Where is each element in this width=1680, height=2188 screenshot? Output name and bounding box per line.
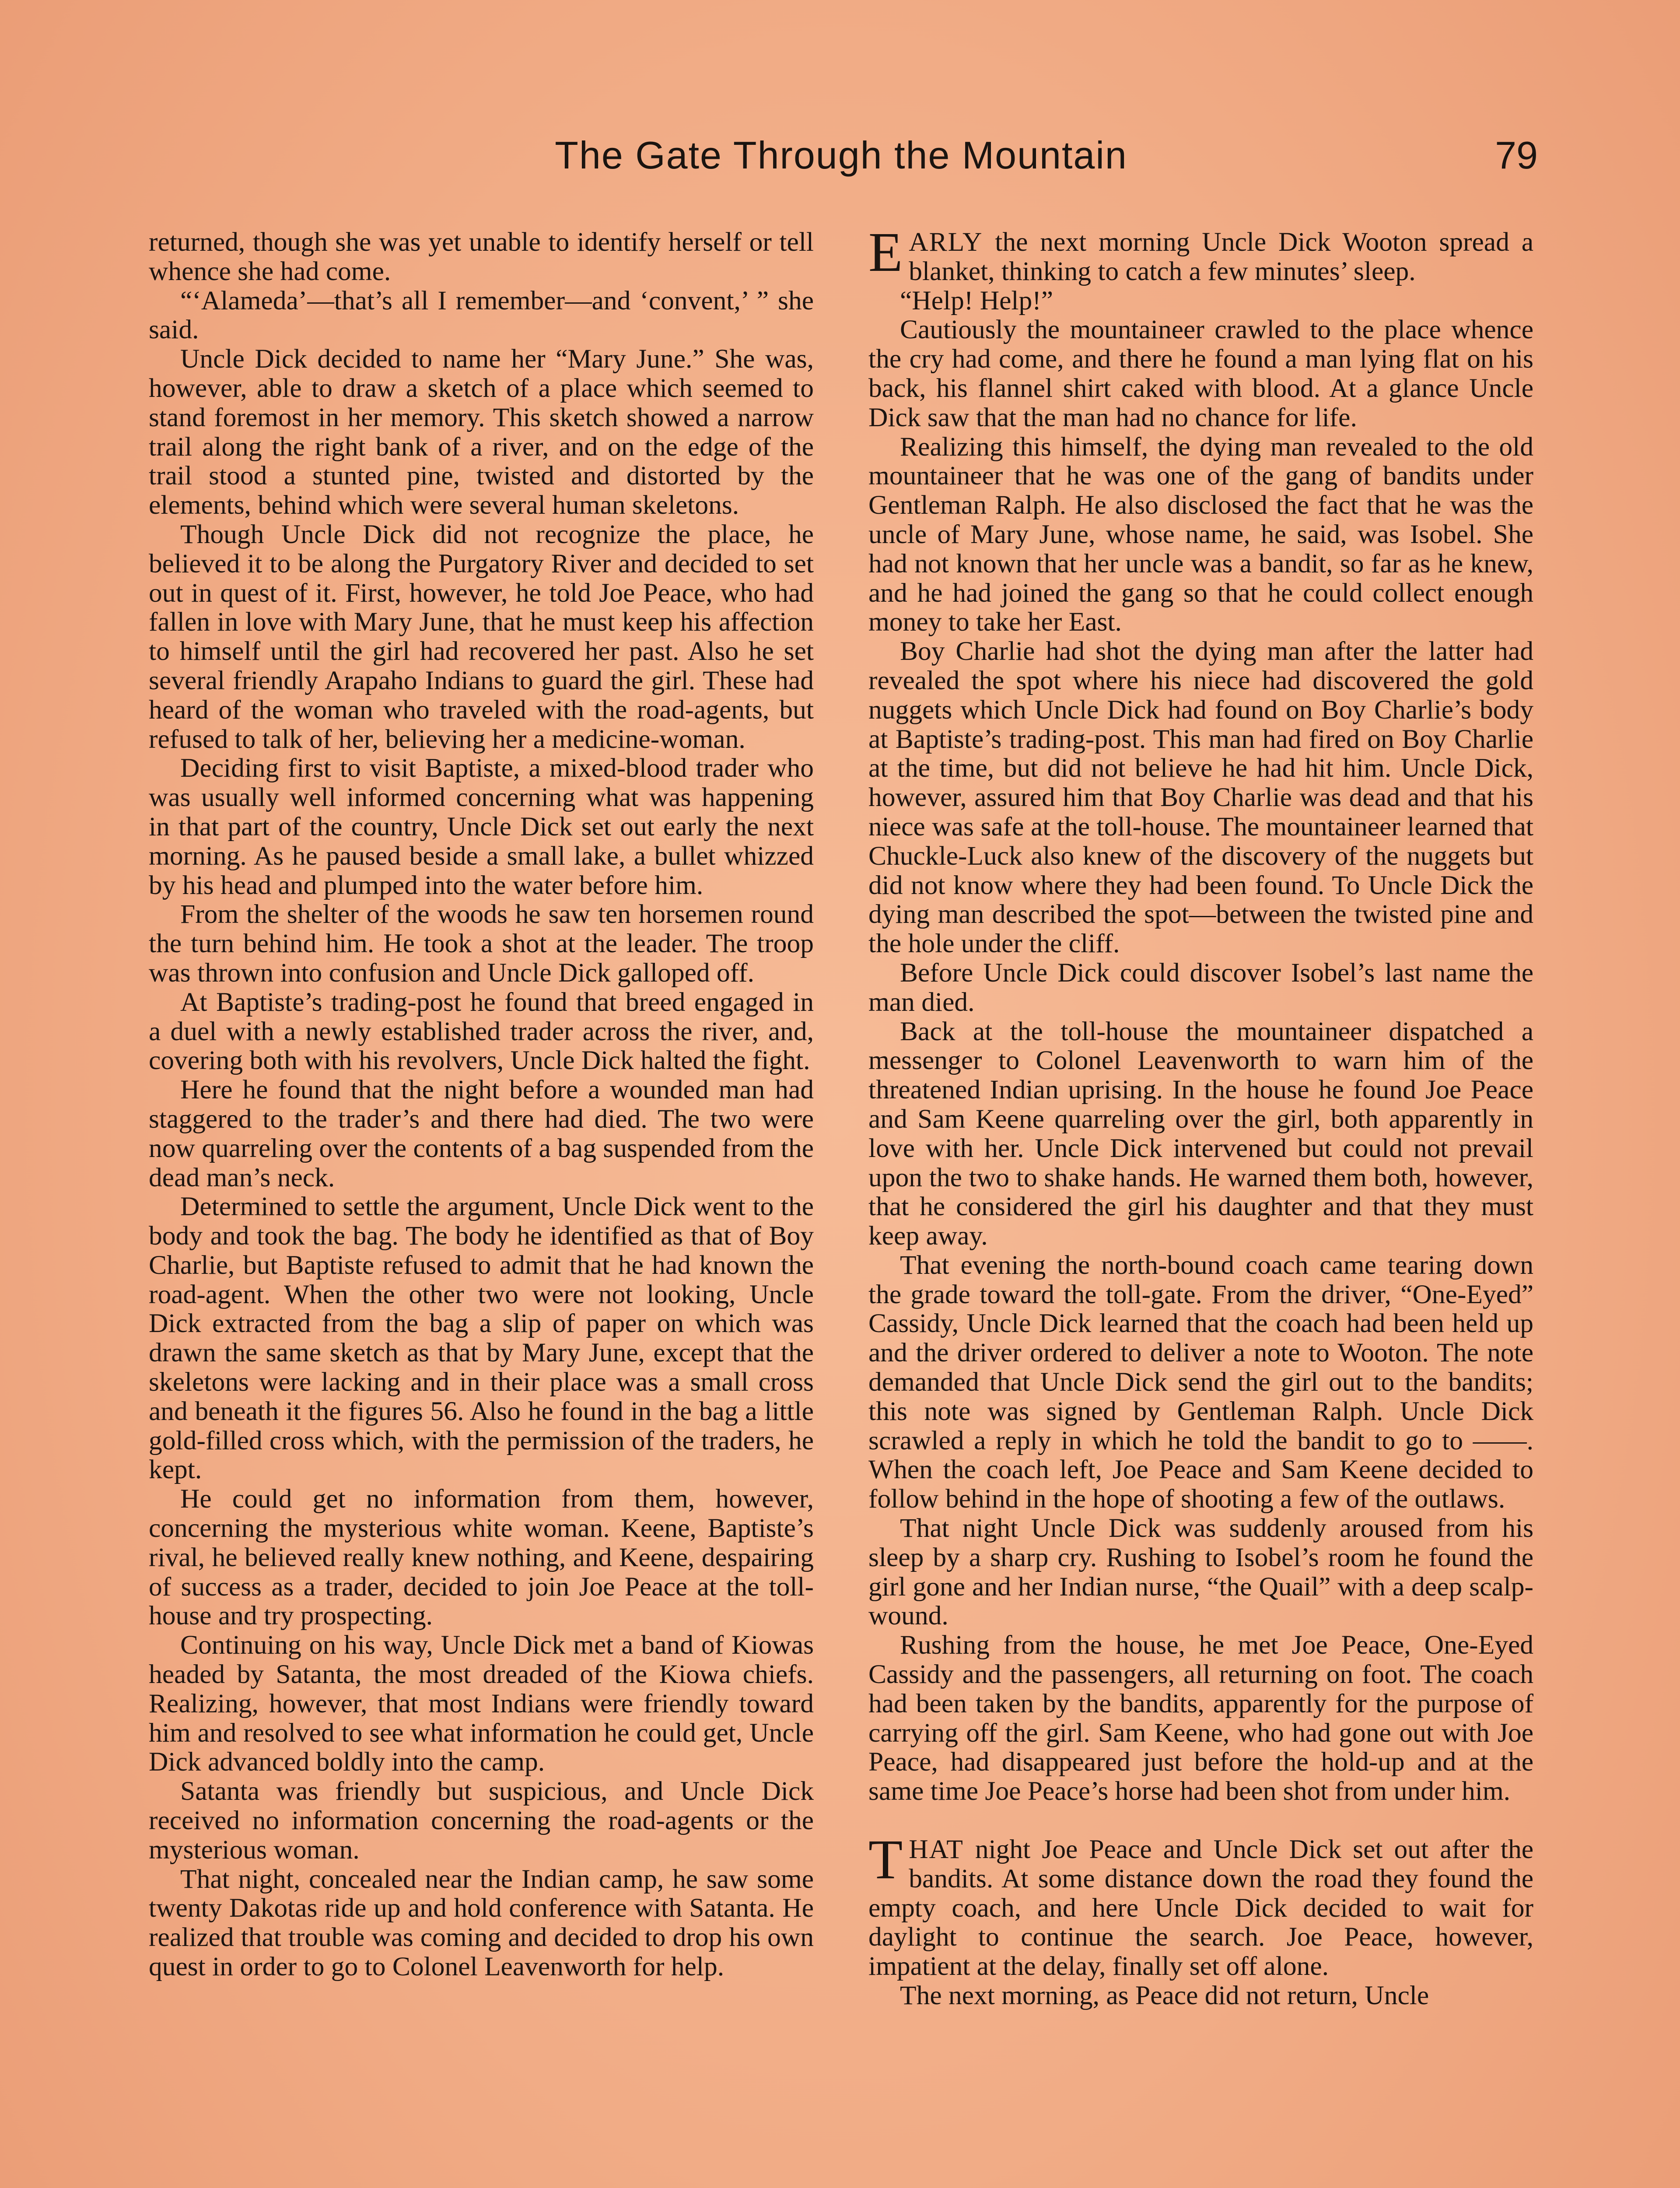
paragraph: Back at the toll-house the mountaineer dispatched a messenger to Colonel Leavenworth to warn him of the threatened Indian uprising. In the house he found Joe Peace and Sam Keene quarreling over the girl, both apparently in love with her. Uncle Dick intervened but could not prevail upon the two to shake hands. He warned them both, however, that he considered the girl his daughter and that they must keep away. [868,1016,1533,1251]
section-opening-paragraph [868,1828,1533,1981]
paragraph: Boy Charlie had shot the dying man after the latter had revealed the spot where his niece had discovered the gold nuggets which Uncle Dick had found on Boy Charlie’s body at Baptiste’s trading-post. This man had fired on Boy Charlie at the time, but did not believe he had hit him. Uncle Dick, however, assured him that Boy Charlie was dead and that his niece was safe at the toll-house. The mountaineer learned that Chuckle-Luck also knew of the discovery of the nuggets but did not know where they had been found. To Uncle Dick the dying man described the spot—between the twisted pine and the hole under the cliff. [868,636,1533,959]
paragraph: Realizing this himself, the dying man revealed to the old mountaineer that he was one of the gang of bandits under Gentleman Ralph. He also disclosed the fact that he was the uncle of Mary June, whose name, he said, was Isobel. She had not known that her uncle was a bandit, so far as he knew, and he had joined the gang so that he could collect enough money to take her East. [868,431,1533,637]
paragraph: He could get no information from them, however, concerning the mysterious white woman. Keene, Baptiste’s rival, he believed really knew nothing, and Keene, despairing of success as a trader, decided to join Joe Peace at the toll-house and try prospecting. [149,1484,814,1631]
paragraph: returned, though she was yet unable to identify herself or tell whence she had come. [149,227,814,286]
paragraph: That night, concealed near the Indian camp, he saw some twenty Dakotas ride up and hold conference with Satanta. He realized that trouble was coming and decided to drop his own quest in order to go to Colonel Leavenworth for help. [149,1864,814,1982]
page-header [144,131,1538,188]
paragraph: Deciding first to visit Baptiste, a mixed-blood trader who was usually well informed concerning what was happening in that part of the country, Uncle Dick set out early the next morning. As he paused beside a small lake, a bullet whizzed by his head and plumped into the water before him. [149,753,814,900]
paragraph: That night Uncle Dick was suddenly aroused from his sleep by a sharp cry. Rushing to Isobel’s room he found the girl gone and her Indian nurse, “the Quail” with a deep scalp-wound. [868,1513,1533,1631]
right-column [868,221,1533,2011]
lead-in-word: HAT [909,1834,964,1865]
lead-in-word: ARLY [909,227,983,257]
paragraph: Though Uncle Dick did not recognize the place, he believed it to be along the Purgatory River and decided to set out in quest of it. First, however, he told Joe Peace, who had fallen in love with Mary June, that he must keep his affection to himself until the girl had recovered her past. Also he set several friendly Arapaho Indians to guard the girl. These had heard of the woman who traveled with the road-agents, but refused to talk of her, believing her a medicine-woman. [149,519,814,754]
paragraph: “‘Alameda’—that’s all I remember—and ‘convent,’ ” she said. [149,285,814,345]
paragraph: Satanta was friendly but suspicious, and Uncle Dick received no information concerning the road-agents or the mysterious woman. [149,1776,814,1865]
paragraph: That evening the north-bound coach came tearing down the grade toward the toll-gate. From the driver, “One-Eyed” Cassidy, Uncle Dick learned that the coach had been held up and the driver ordered to deliver a note to Wooton. The note demanded that Uncle Dick send the girl out to the bandits; this note was signed by Gentleman Ralph. Uncle Dick scrawled a reply in which he told the bandit to go to ——. When the coach left, Joe Peace and Sam Keene decided to follow behind in the hope of shooting a few of the outlaws. [868,1250,1533,1514]
paragraph: Rushing from the house, he met Joe Peace, One-Eyed Cassidy and the passengers, all returning on foot. The coach had been taken by the bandits, apparently for the purpose of carrying off the girl. Sam Keene, who had gone out with Joe Peace, had disappeared just before the hold-up and at the same time Joe Peace’s horse had been shot from under him. [868,1630,1533,1806]
page-number: 79 [1495,133,1538,177]
paragraph: Continuing on his way, Uncle Dick met a band of Kiowas headed by Satanta, the most dreaded of the Kiowa chiefs. Realizing, however, that most Indians were friendly toward him and resolved to see what information he could get, Uncle Dick advanced boldly into the camp. [149,1630,814,1777]
opening-text: night Joe Peace and Uncle Dick set out after the bandits. At some distance down the road they found the empty coach, and here Uncle Dick decided to wait for daylight to continue the search. Joe Peace, however, impatient at the delay, finally set off alone. [868,1834,1533,1981]
paragraph: Uncle Dick decided to name her “Mary June.” She was, however, able to draw a sketch of a place which seemed to stand foremost in her memory. This sketch showed a narrow trail along the right bank of a river, and on the edge of the trail stood a stunted pine, twisted and distorted by the elements, behind which were several human skeletons. [149,344,814,520]
left-column [149,228,814,1981]
paragraph: Cautiously the mountaineer crawled to the place whence the cry had come, and there he found a man lying flat on his back, his flannel shirt caked with blood. At a glance Uncle Dick saw that the man had no chance for life. [868,315,1533,432]
section-opening-paragraph [868,221,1533,286]
running-title: The Gate Through the Mountain [555,133,1127,177]
paragraph: Before Uncle Dick could discover Isobel’s last name the man died. [868,957,1533,1017]
paragraph: The next morning, as Peace did not return, Uncle [900,1981,1429,2011]
paragraph: From the shelter of the woods he saw ten horsemen round the turn behind him. He took a shot at the leader. The troop was thrown into confusion and Uncle Dick galloped off. [149,899,814,988]
paragraph: Determined to settle the argument, Uncle Dick went to the body and took the bag. The body he identified as that of Boy Charlie, but Baptiste refused to admit that he had known the road-agent. When the other two were not looking, Uncle Dick extracted from the bag a slip of paper on which was drawn the same sketch as that by Mary June, except that the skeletons were lacking and in their place was a small cross and beneath it the figures 56. Also he found in the bag a little gold-filled cross which, with the permission of the traders, he kept. [149,1192,814,1485]
paragraph: At Baptiste’s trading-post he found that breed engaged in a duel with a newly established trader across the river, and, covering both with his revolvers, Uncle Dick halted the fight. [149,987,814,1076]
opening-text: the next morning Uncle Dick Wooton spread a blanket, thinking to catch a few minutes’ sleep. [909,227,1533,286]
paragraph: Here he found that the night before a wounded man had staggered to the trader’s and there had died. The two were now quarreling over the contents of a bag suspended from the dead man’s neck. [149,1075,814,1192]
drop-cap: E [868,221,903,283]
drop-cap: T [868,1828,903,1891]
paragraph: “Help! Help!” [900,285,1054,316]
